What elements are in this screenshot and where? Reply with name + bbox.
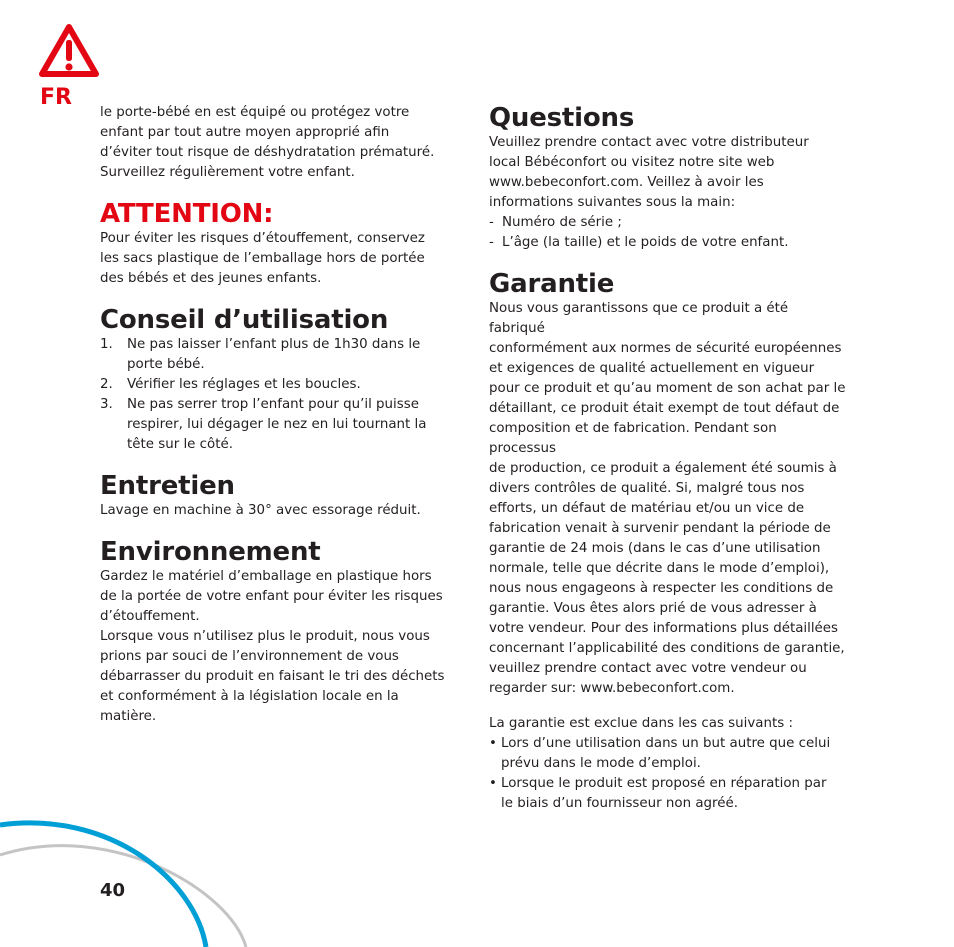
conseil-section: [100, 305, 462, 455]
garantie-line: conformément aux normes de sécurité européennes: [489, 341, 842, 356]
questions-line: informations suivantes sous la main:: [489, 195, 736, 210]
environnement-line: Lorsque vous n’utilisez plus le produit, nous vous: [100, 629, 430, 644]
environnement-line: de la portée de votre enfant pour éviter les risques: [100, 589, 443, 604]
environnement-line: débarrasser du produit en faisant le tri des déchets: [100, 669, 445, 684]
bullet-marker: •: [489, 736, 497, 751]
garantie-line: garantie. Vous êtes alors prié de vous adresser à: [489, 601, 817, 616]
list-text: prévu dans le mode d’emploi.: [501, 756, 701, 771]
list-text: porte bébé.: [127, 357, 205, 372]
garantie-section: [489, 269, 847, 814]
list-text: L’âge (la taille) et le poids de votre enfant.: [502, 235, 789, 250]
intro-line: le porte-bébé en est équipé ou protégez votre: [100, 105, 410, 120]
garantie-line: votre vendeur. Pour des informations plus détaillées: [489, 621, 839, 636]
intro-line: d’éviter tout risque de déshydratation prématuré.: [100, 145, 435, 160]
dash-marker: -: [489, 235, 494, 250]
environnement-heading: Environnement: [100, 537, 321, 567]
list-item: [489, 774, 847, 814]
list-item: [489, 233, 847, 253]
questions-heading: Questions: [489, 103, 635, 133]
list-text: Vérifier les réglages et les boucles.: [127, 377, 361, 392]
intro-line: Surveillez régulièrement votre enfant.: [100, 165, 355, 180]
intro-paragraph: [100, 103, 462, 183]
left-column: [100, 103, 462, 727]
garantie-exclusion-intro: La garantie est exclue dans les cas suivants :: [489, 716, 793, 731]
attention-heading: ATTENTION:: [100, 199, 274, 229]
environnement-line: matière.: [100, 709, 157, 724]
list-text: Numéro de série ;: [502, 215, 622, 230]
warning-triangle-icon: [37, 22, 101, 80]
list-item: [489, 213, 847, 233]
list-number: 2.: [100, 377, 113, 392]
list-item: [100, 375, 462, 395]
garantie-line: regarder sur: www.bebeconfort.com.: [489, 681, 735, 696]
garantie-line: composition et de fabrication. Pendant son processus: [489, 421, 777, 456]
garantie-line: nous nous engageons à respecter les conditions de: [489, 581, 834, 596]
list-item: [489, 734, 847, 774]
list-number: 3.: [100, 397, 113, 412]
list-text: Lorsque le produit est proposé en réparation par: [501, 776, 827, 791]
bullet-marker: •: [489, 776, 497, 791]
list-text: le biais d’un fournisseur non agréé.: [501, 796, 738, 811]
entretien-line: Lavage en machine à 30° avec essorage réduit.: [100, 503, 421, 518]
list-item: [100, 395, 462, 455]
dash-marker: -: [489, 215, 494, 230]
garantie-line: pour ce produit et qu’au moment de son achat par le: [489, 381, 846, 396]
questions-line: Veuillez prendre contact avec votre distributeur: [489, 135, 809, 150]
garantie-line: et exigences de qualité actuellement en vigueur: [489, 361, 815, 376]
garantie-line: concernant l’applicabilité des conditions de garantie,: [489, 641, 845, 656]
garantie-line: de production, ce produit a également été soumis à: [489, 461, 837, 476]
questions-section: [489, 103, 847, 253]
list-text: tête sur le côté.: [127, 437, 233, 452]
garantie-line: divers contrôles de qualité. Si, malgré tous nos: [489, 481, 805, 496]
questions-line: www.bebeconfort.com. Veillez à avoir les: [489, 175, 764, 190]
environnement-line: prions par souci de l’environnement de vous: [100, 649, 399, 664]
language-label: FR: [40, 85, 72, 110]
garantie-line: efforts, un défaut de matériau et/ou un vice de: [489, 501, 805, 516]
list-number: 1.: [100, 337, 113, 352]
environnement-section: [100, 537, 462, 727]
page-number: 40: [100, 880, 126, 901]
intro-line: enfant par tout autre moyen approprié afin: [100, 125, 390, 140]
entretien-heading: Entretien: [100, 471, 235, 501]
corner-arcs-decoration: [0, 800, 260, 947]
list-text: Ne pas laisser l’enfant plus de 1h30 dans le: [127, 337, 421, 352]
list-item: [100, 335, 462, 375]
list-text: respirer, lui dégager le nez en lui tournant la: [127, 417, 427, 432]
attention-line: Pour éviter les risques d’étouffement, conservez: [100, 231, 425, 246]
attention-line: les sacs plastique de l’emballage hors de portée: [100, 251, 425, 266]
garantie-heading: Garantie: [489, 269, 615, 299]
attention-section: [100, 199, 462, 289]
garantie-line: fabrication venait à survenir pendant la période de: [489, 521, 831, 536]
list-text: Ne pas serrer trop l’enfant pour qu’il puisse: [127, 397, 419, 412]
garantie-line: normale, telle que décrite dans le mode d’emploi),: [489, 561, 830, 576]
environnement-line: d’étouffement.: [100, 609, 200, 624]
questions-line: local Bébéconfort ou visitez notre site web: [489, 155, 775, 170]
garantie-line: garantie de 24 mois (dans le cas d’une utilisation: [489, 541, 821, 556]
garantie-line: Nous vous garantissons que ce produit a été fabriqué: [489, 301, 789, 336]
attention-line: des bébés et des jeunes enfants.: [100, 271, 322, 286]
garantie-line: veuillez prendre contact avec votre vendeur ou: [489, 661, 807, 676]
garantie-line: détaillant, ce produit était exempt de tout défaut de: [489, 401, 840, 416]
right-column: [489, 103, 847, 814]
environnement-line: et conformément à la législation locale en la: [100, 689, 399, 704]
conseil-heading: Conseil d’utilisation: [100, 305, 389, 335]
list-text: Lors d’une utilisation dans un but autre que celui: [501, 736, 831, 751]
environnement-line: Gardez le matériel d’emballage en plastique hors: [100, 569, 432, 584]
conseil-list: [100, 335, 462, 455]
entretien-section: [100, 471, 462, 521]
